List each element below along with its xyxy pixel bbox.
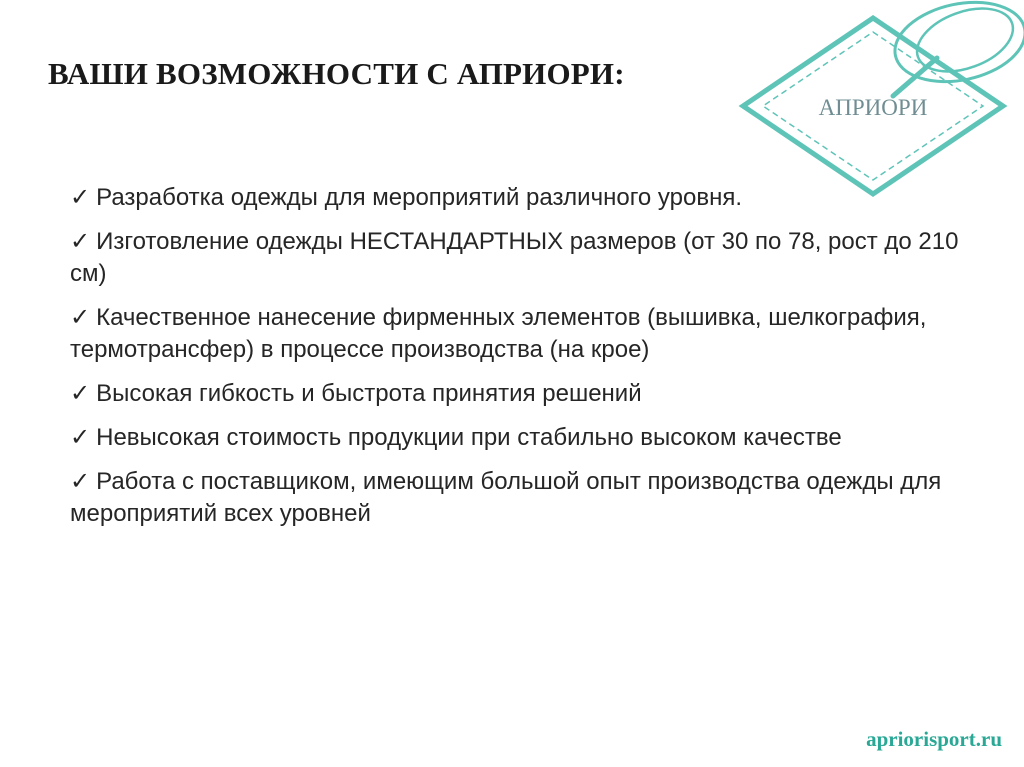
logo-text: АПРИОРИ bbox=[818, 95, 928, 120]
feature-list bbox=[70, 182, 980, 542]
check-icon: ✓ bbox=[70, 184, 91, 211]
check-icon: ✓ bbox=[70, 424, 91, 451]
check-icon: ✓ bbox=[70, 228, 91, 255]
check-icon: ✓ bbox=[70, 468, 91, 495]
list-item-text: Качественное нанесение фирменных элементов (вышивка, шелкография, термотрансфер) в процессе производства (на крое) bbox=[70, 304, 927, 363]
list-item bbox=[70, 378, 980, 410]
list-item bbox=[70, 466, 980, 530]
list-item-text: Разработка одежды для мероприятий различного уровня. bbox=[96, 184, 743, 211]
check-icon: ✓ bbox=[70, 380, 91, 407]
list-item-text: Невысокая стоимость продукции при стабильно высоком качестве bbox=[96, 424, 842, 451]
list-item bbox=[70, 422, 980, 454]
apriori-logo bbox=[725, 0, 1024, 200]
list-item bbox=[70, 226, 980, 290]
footer-website: apriorisport.ru bbox=[866, 727, 1002, 751]
list-item-text: Высокая гибкость и быстрота принятия решений bbox=[96, 380, 642, 407]
check-icon: ✓ bbox=[70, 304, 91, 331]
list-item bbox=[70, 182, 980, 214]
list-item-text: Изготовление одежды НЕСТАНДАРТНЫХ размеров (от 30 по 78, рост до 210 см) bbox=[70, 228, 959, 287]
list-item-text: Работа с поставщиком, имеющим большой опыт производства одежды для мероприятий всех уровней bbox=[70, 468, 942, 527]
slide-title: ВАШИ ВОЗМОЖНОСТИ С АПРИОРИ: bbox=[48, 56, 625, 91]
list-item bbox=[70, 302, 980, 366]
